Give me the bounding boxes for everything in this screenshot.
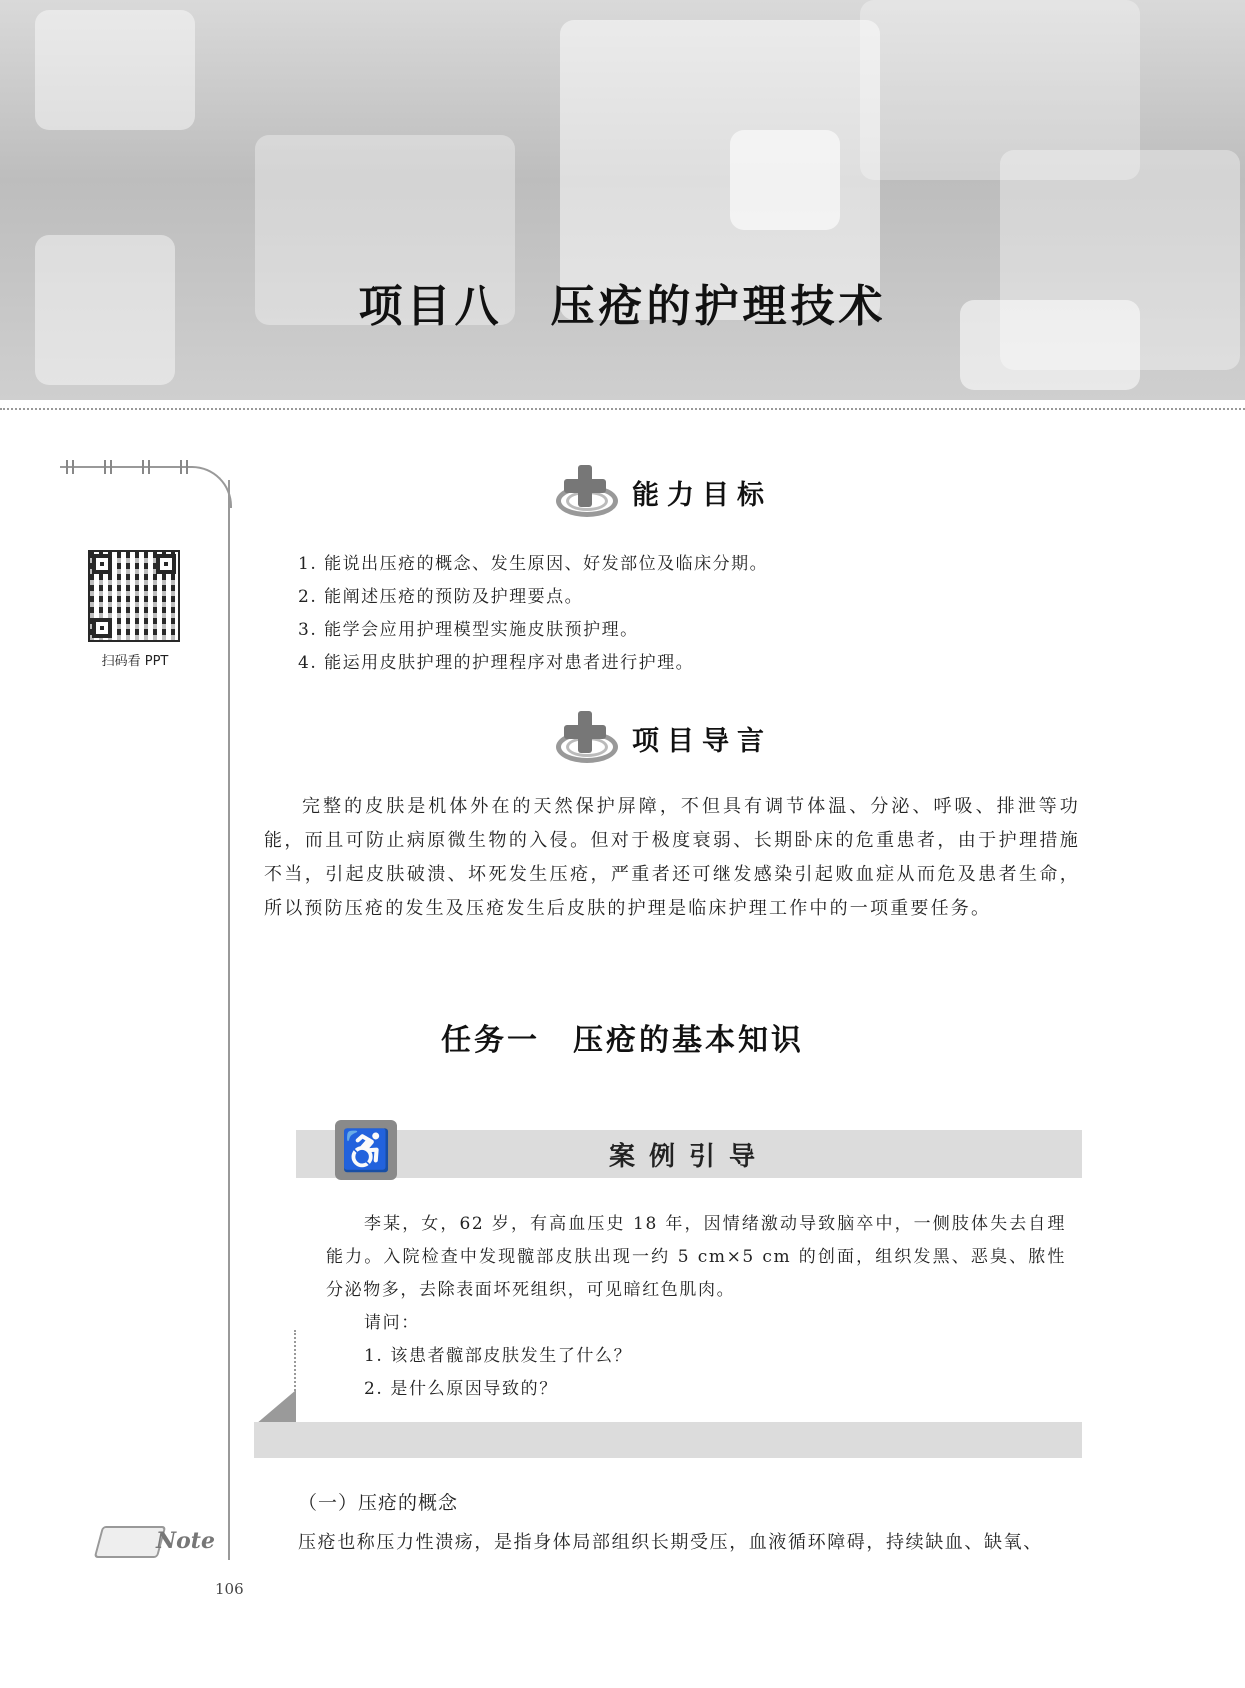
case-corner [256, 1390, 296, 1424]
note-label: Note [156, 1528, 215, 1554]
medical-cross-icon [548, 709, 618, 767]
margin-tick [186, 460, 188, 474]
margin-tick [66, 460, 68, 474]
case-ask: 请问： [364, 1313, 420, 1333]
margin-tick [142, 460, 144, 474]
case-body [326, 1208, 1066, 1406]
list-item: 1. 能说出压疮的概念、发生原因、好发部位及临床分期。 [298, 554, 769, 574]
case-heading: 案例引导 [608, 1142, 769, 1172]
section-heading: （一）压疮的概念 [298, 1492, 459, 1514]
ability-list [298, 548, 768, 680]
margin-tick [110, 460, 112, 474]
body-text: 压疮也称压力性溃疡，是指身体局部组织长期受压，血液循环障碍，持续缺血、缺氧、 [298, 1532, 1043, 1553]
margin-tick [180, 460, 182, 474]
header-banner [0, 0, 1245, 400]
case-question: 1. 该患者髋部皮肤发生了什么？ [364, 1346, 633, 1366]
note-icon [98, 1514, 215, 1564]
ability-heading [548, 462, 772, 522]
margin-tick [72, 460, 74, 474]
qr-caption: 扫码看 PPT [101, 654, 169, 669]
banner-decoration [35, 10, 195, 130]
list-item: 4. 能运用皮肤护理的护理程序对患者进行护理。 [298, 653, 695, 673]
case-footer-bar [254, 1422, 1082, 1458]
intro-heading [548, 708, 772, 768]
list-item: 3. 能学会应用护理模型实施皮肤预护理。 [298, 620, 639, 640]
wheelchair-icon: ♿ [335, 1120, 397, 1180]
margin-tick [148, 460, 150, 474]
task-title: 任务一 压疮的基本知识 [441, 1023, 804, 1058]
ability-heading-text: 能力目标 [632, 479, 772, 511]
chapter-title: 项目八 压疮的护理技术 [358, 281, 887, 332]
margin-rule [60, 466, 232, 508]
margin-tick [104, 460, 106, 474]
intro-paragraph: 完整的皮肤是机体外在的天然保护屏障，不但具有调节体温、分泌、呼吸、排泄等功能，而且可防止病原微生物的入侵。但对于极度衰弱、长期卧床的危重患者，由于护理措施不当，引起皮肤破溃、坏死发生压疮，严重者还可继发感染引起败血症从而危及患者生命，所以预防压疮的发生及压疮发生后皮肤的护理是临床护理工作中的一项重要任务。 [264, 796, 1080, 919]
case-paragraph: 李某，女，62 岁，有高血压史 18 年，因情绪激动导致脑卒中，一侧肢体失去自理能力。入院检查中发现髋部皮肤出现一约 5 cm×5 cm 的创面，组织发黑、恶臭、脓性分泌物多，去除表面坏死组织，可见暗红色肌肉。 [326, 1214, 1066, 1300]
medical-cross-icon [548, 463, 618, 521]
divider [0, 408, 1245, 410]
banner-decoration [730, 130, 840, 230]
case-question: 2. 是什么原因导致的？ [364, 1379, 558, 1399]
list-item: 2. 能阐述压疮的预防及护理要点。 [298, 587, 584, 607]
intro-heading-text: 项目导言 [632, 725, 772, 757]
page-number: 106 [215, 1580, 244, 1598]
qr-code[interactable] [88, 550, 180, 642]
